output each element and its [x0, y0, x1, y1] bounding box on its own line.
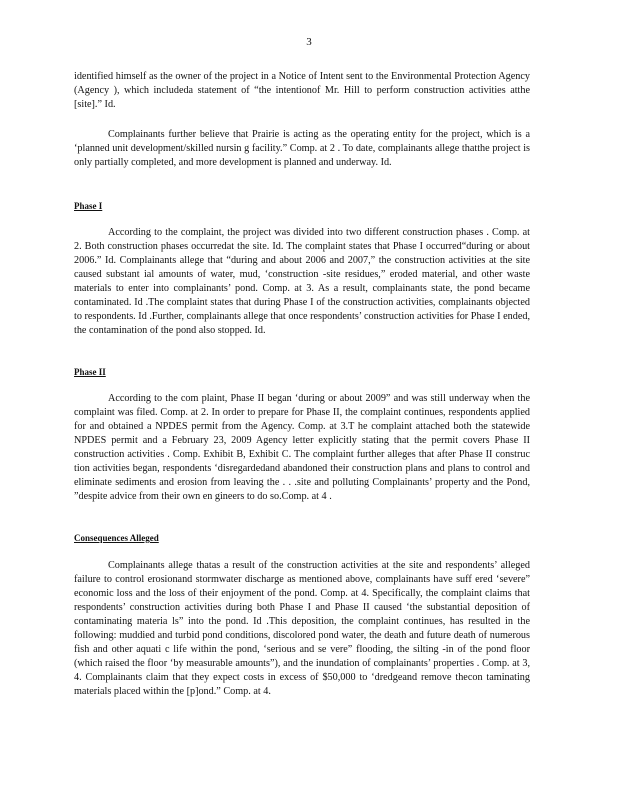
paragraph-notice-of-intent: identified himself as the owner of the project in a Notice of Intent sent to the Environmental Protection Agency (Agency ), which includeda statement of “the intentionof Mr. Hill to perform construction activities atthe [site].” Id.: [74, 71, 530, 110]
page-number: 3: [306, 36, 312, 48]
heading-consequences-alleged: Consequences Alleged: [74, 533, 159, 543]
paragraph-consequences: Complainants allege thatas a result of the construction activities at the site and respondents’ alleged failure to control erosionand stormwater discharge as mentioned above, complainants have suff ered ‘severe” economic loss and the loss of their enjoyment of the pond. Comp. at 4. Specifically, the complaint claims that respondents’ construction activities during both Phase I and Phase II caused ‘the substantial deposition of contaminating materia ls” into the pond. Id .This deposition, the complaint continues, has resulted in the following: muddied and turbid pond conditions, discolored pond water, the death and future death of numerous fish and other aquati c life within the pond, ‘serious and se vere” flooding, the silting -in of the pond floor (which raised the floor ‘by measurable amounts”), and the inundation of complainants’ properties . Comp. at 3, 4. Complainants claim that they expect costs in excess of $50,000 to ‘dredgeand remove thecon taminating materials placed within the [p]ond.” Comp. at 4.: [74, 560, 530, 697]
paragraph-prairie: Complainants further believe that Prairie is acting as the operating entity for the project, which is a ‘planned unit development/skilled nursin g facility.” Comp. at 2 . To date, complainants allege thatthe project is only partially completed, and more development is planned and underway. Id.: [74, 129, 530, 168]
paragraph-phase-2: According to the com plaint, Phase II began ‘during or about 2009” and was still underway when the complaint was filed. Comp. at 2. In order to prepare for Phase II, the complaint continues, respondents applied for and obtained a NPDES permit from the Agency. Comp. at 3.T he complaint attached both the statewide NPDES permit and a February 23, 2009 Agency letter explicitly stating that the permit covers Phase II construction activities . Comp. Exhibit B, Exhibit C. The complaint further alleges that after Phase II construc tion activities began, respondents ‘disregardedand abandoned their construction plans and plans to control and eliminate sediments and erosion from leaving the . . .site and polluting Complainants’ property and the Pond, ”despite advice from their own en gineers to do so.Comp. at 4 .: [74, 393, 530, 502]
heading-phase-1: Phase I: [74, 201, 103, 211]
paragraph-phase-1: According to the complaint, the project was divided into two different construction phases . Comp. at 2. Both construction phases occurredat the site. Id. The complaint states that Phase I occurred“during or about 2006.” Id. Complainants allege that “during and about 2006 and 2007,” the construction activities at the site caused substant ial amounts of water, mud, ‘construction -site residues,” eroded material, and other waste materials to enter into complainants’ pond. Comp. at 3. As a result, complainants state, the pond became contaminated. Id .The complaint states that during Phase I of the construction activities, complainants objected to respondents. Id .Further, complainants allege that once respondents’ construction activities for Phase I ended, the contamination of the pond also stopped. Id.: [74, 227, 530, 336]
heading-phase-2: Phase II: [74, 367, 106, 377]
